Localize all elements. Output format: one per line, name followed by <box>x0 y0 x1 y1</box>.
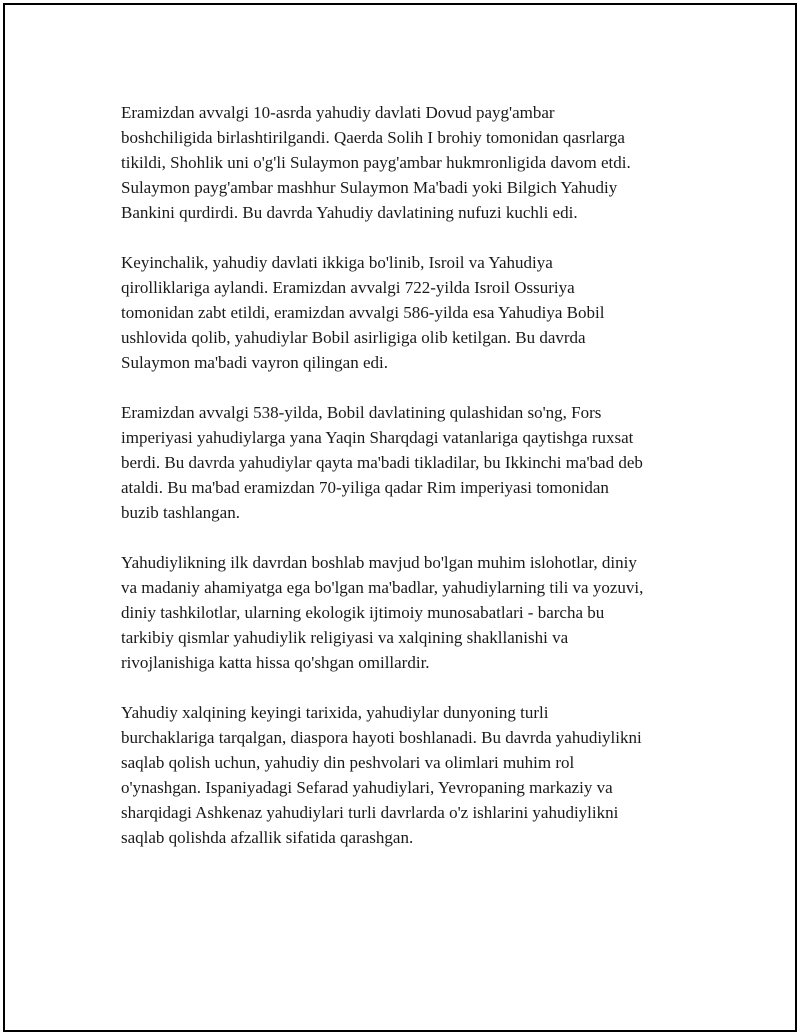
paragraph-line: ataldi. Bu ma'bad eramizdan 70-yiliga qadar Rim imperiyasi tomonidan <box>121 478 609 497</box>
paragraph-line: Keyinchalik, yahudiy davlati ikkiga bo'linib, Isroil va Yahudiya <box>121 253 553 272</box>
paragraph-line: buzib tashlangan. <box>121 503 240 522</box>
document-page <box>3 3 797 1032</box>
paragraph-line: rivojlanishiga katta hissa qo'shgan omillardir. <box>121 653 430 672</box>
paragraph-line: tomonidan zabt etildi, eramizdan avvalgi 586-yilda esa Yahudiya Bobil <box>121 303 605 322</box>
paragraph-line: o'ynashgan. Ispaniyadagi Sefarad yahudiylari, Yevropaning markaziy va <box>121 778 613 797</box>
paragraph-line: Sulaymon payg'ambar mashhur Sulaymon Ma'badi yoki Bilgich Yahudiy <box>121 178 618 197</box>
paragraph-line: diniy tashkilotlar, ularning ekologik ijtimoiy munosabatlari - barcha bu <box>121 603 605 622</box>
paragraph-line: boshchiligida birlashtirilgandi. Qaerda Solih I brohiy tomonidan qasrlarga <box>121 128 625 147</box>
paragraph-line: saqlab qolish uchun, yahudiy din peshvolari va olimlari muhim rol <box>121 753 575 772</box>
paragraph-line: burchaklariga tarqalgan, diaspora hayoti boshlanadi. Bu davrda yahudiylikni <box>121 728 642 747</box>
paragraph-line: Sulaymon ma'badi vayron qilingan edi. <box>121 353 388 372</box>
document-body <box>121 100 701 875</box>
paragraph-line: imperiyasi yahudiylarga yana Yaqin Sharqdagi vatanlariga qaytishga ruxsat <box>121 428 634 447</box>
paragraph-line: tarkibiy qismlar yahudiylik religiyasi va xalqining shakllanishi va <box>121 628 569 647</box>
paragraph-3 <box>121 400 701 525</box>
paragraph-line: va madaniy ahamiyatga ega bo'lgan ma'badlar, yahudiylarning tili va yozuvi, <box>121 578 644 597</box>
paragraph-1 <box>121 100 701 225</box>
paragraph-line: tikildi, Shohlik uni o'g'li Sulaymon payg'ambar hukmronligida davom etdi. <box>121 153 631 172</box>
paragraph-line: qirolliklariga aylandi. Eramizdan avvalgi 722-yilda Isroil Ossuriya <box>121 278 575 297</box>
paragraph-4 <box>121 550 701 675</box>
paragraph-line: Yahudiy xalqining keyingi tarixida, yahudiylar dunyoning turli <box>121 703 549 722</box>
paragraph-5 <box>121 700 701 850</box>
paragraph-2 <box>121 250 701 375</box>
paragraph-line: berdi. Bu davrda yahudiylar qayta ma'badi tikladilar, bu Ikkinchi ma'bad deb <box>121 453 643 472</box>
paragraph-line: Eramizdan avvalgi 10-asrda yahudiy davlati Dovud payg'ambar <box>121 103 555 122</box>
paragraph-line: saqlab qolishda afzallik sifatida qarashgan. <box>121 828 414 847</box>
paragraph-line: sharqidagi Ashkenaz yahudiylari turli davrlarda o'z ishlarini yahudiylikni <box>121 803 619 822</box>
paragraph-line: ushlovida qolib, yahudiylar Bobil asirligiga olib ketilgan. Bu davrda <box>121 328 586 347</box>
paragraph-line: Bankini qurdirdi. Bu davrda Yahudiy davlatining nufuzi kuchli edi. <box>121 203 578 222</box>
paragraph-line: Eramizdan avvalgi 538-yilda, Bobil davlatining qulashidan so'ng, Fors <box>121 403 602 422</box>
paragraph-line: Yahudiylikning ilk davrdan boshlab mavjud bo'lgan muhim islohotlar, diniy <box>121 553 637 572</box>
